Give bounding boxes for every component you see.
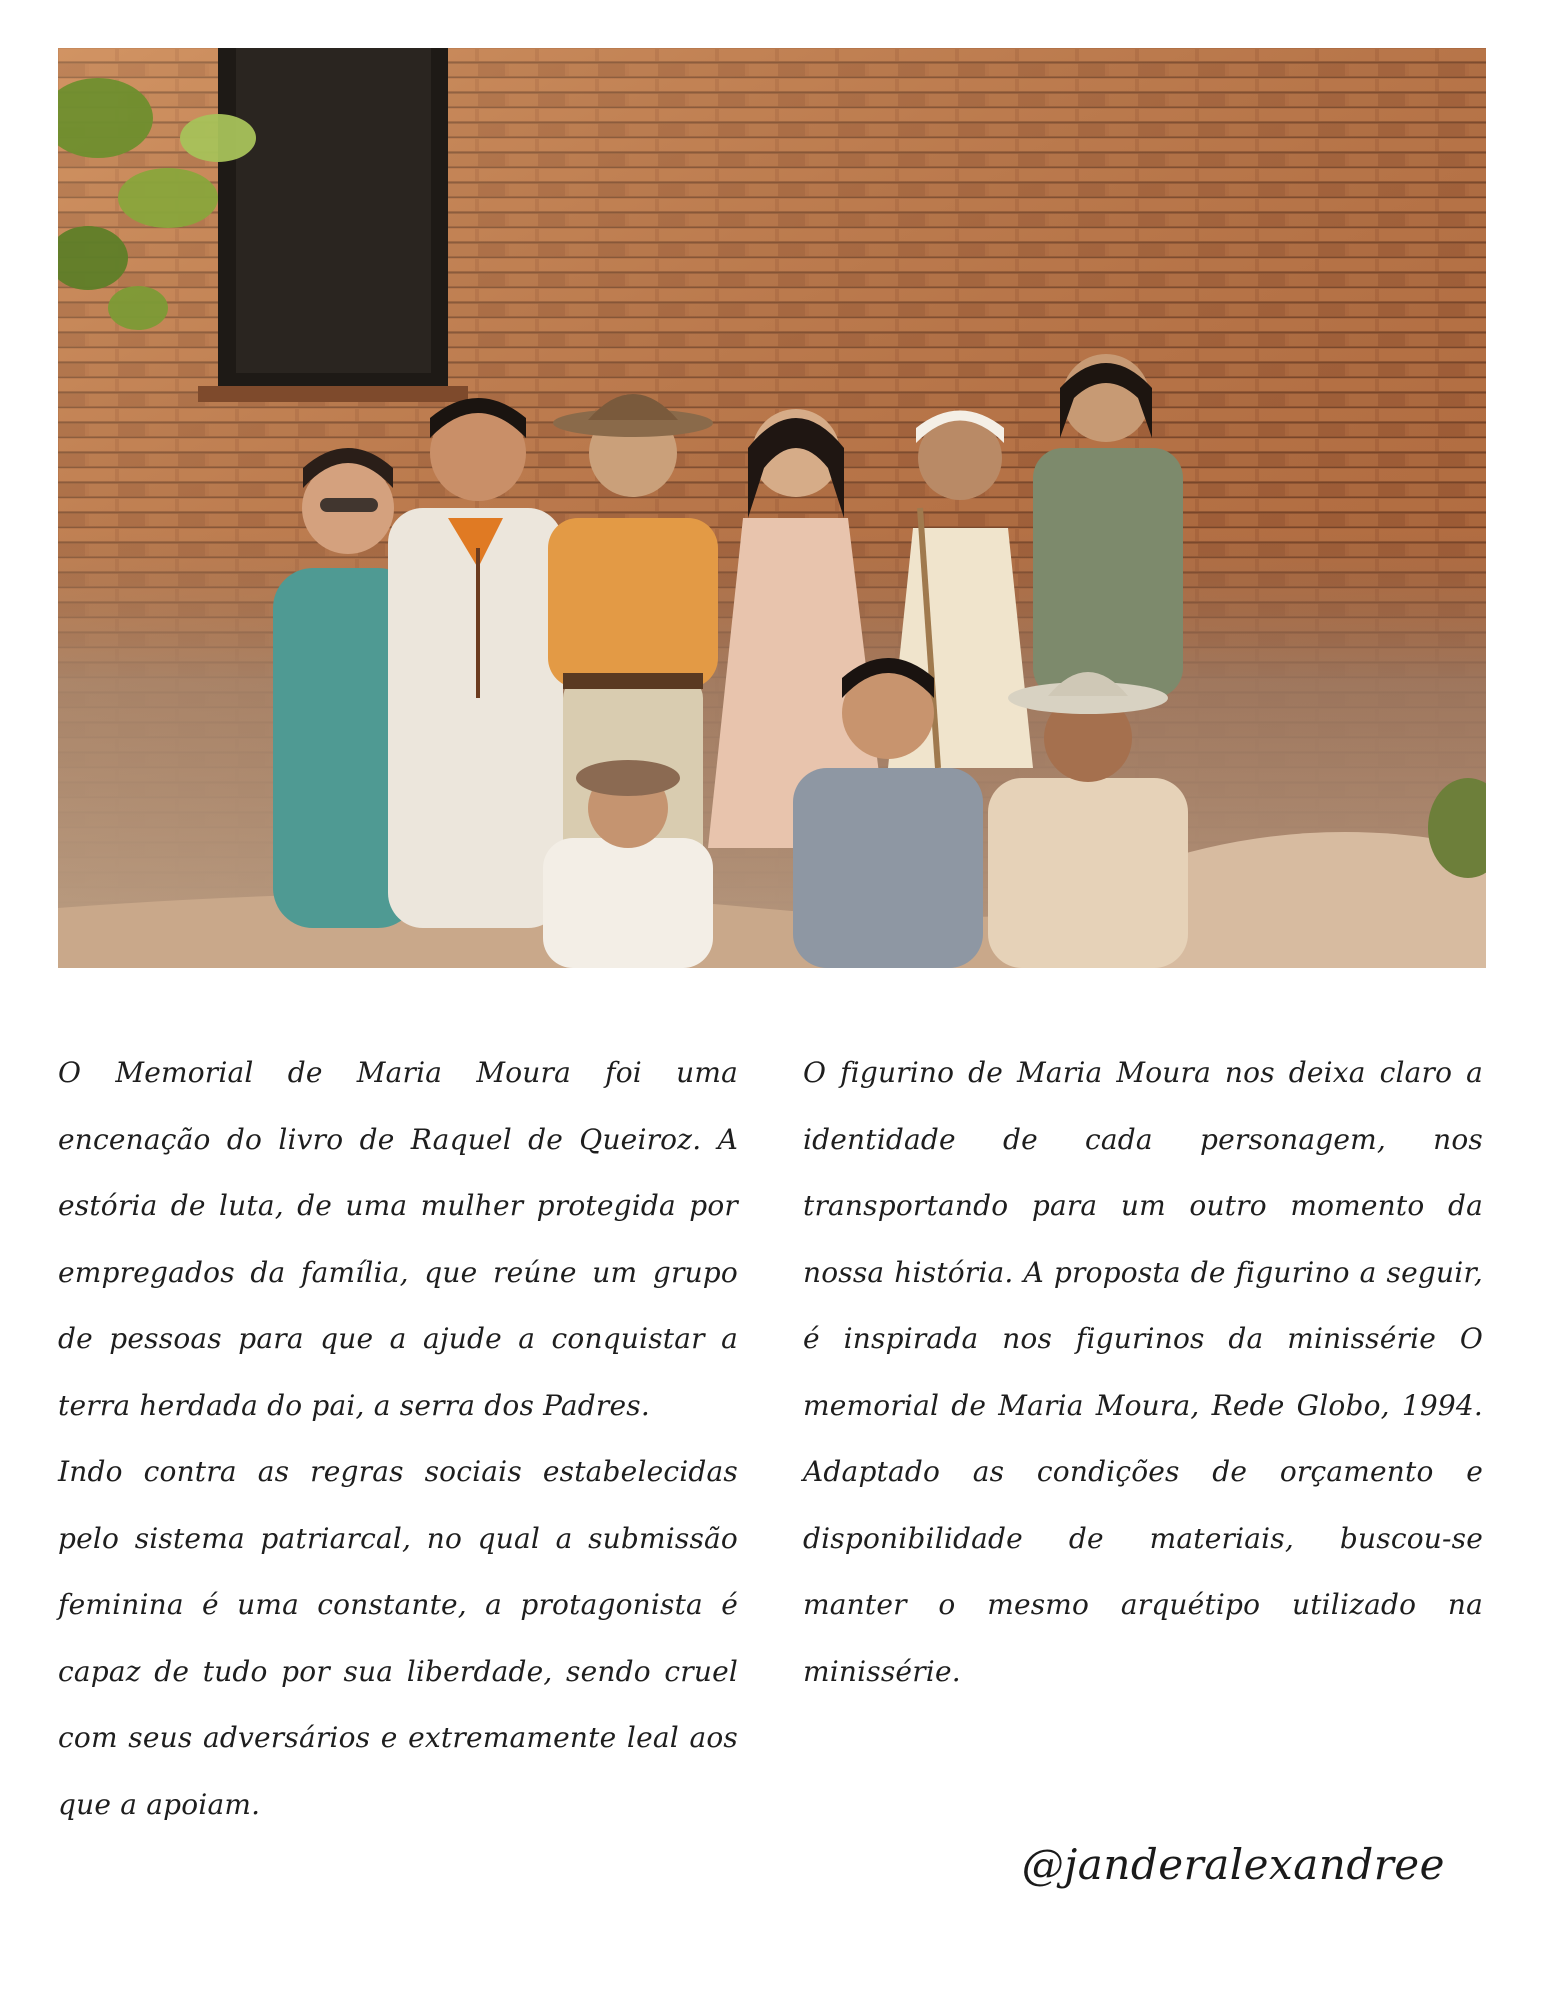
right-column — [803, 1040, 1483, 1705]
left-column — [58, 1040, 738, 1838]
author-handle: @janderalexandree — [1021, 1840, 1445, 1889]
left-paragraph-1: O Memorial de Maria Moura foi uma encenação do livro de Raquel de Queiroz. A estória de luta, de uma mulher protegida por empregados da família, que reúne um grupo de pessoas para que a ajude a conquistar a terra herdada do pai, a serra dos Padres. — [58, 1056, 738, 1422]
article-columns — [58, 1040, 1486, 1840]
right-paragraph-1: O figurino de Maria Moura nos deixa claro a identidade de cada personagem, nos transportando para um outro momento da nossa história. A proposta de figurino a seguir, é inspirada nos figurinos da minissérie O memorial de Maria Moura, Rede Globo, 1994. Adaptado as condições de orçamento e disponibilidade de materiais, buscou-se manter o mesmo arquétipo utilizado na minissérie. — [803, 1056, 1483, 1688]
cast-photo — [58, 48, 1486, 968]
cast-group-photo-icon — [58, 48, 1486, 968]
left-paragraph-2: Indo contra as regras sociais estabelecidas pelo sistema patriarcal, no qual a submissão feminina é uma constante, a protagonista é capaz de tudo por sua liberdade, sendo cruel com seus adversários e extremamente leal aos que a apoiam. — [58, 1455, 738, 1821]
